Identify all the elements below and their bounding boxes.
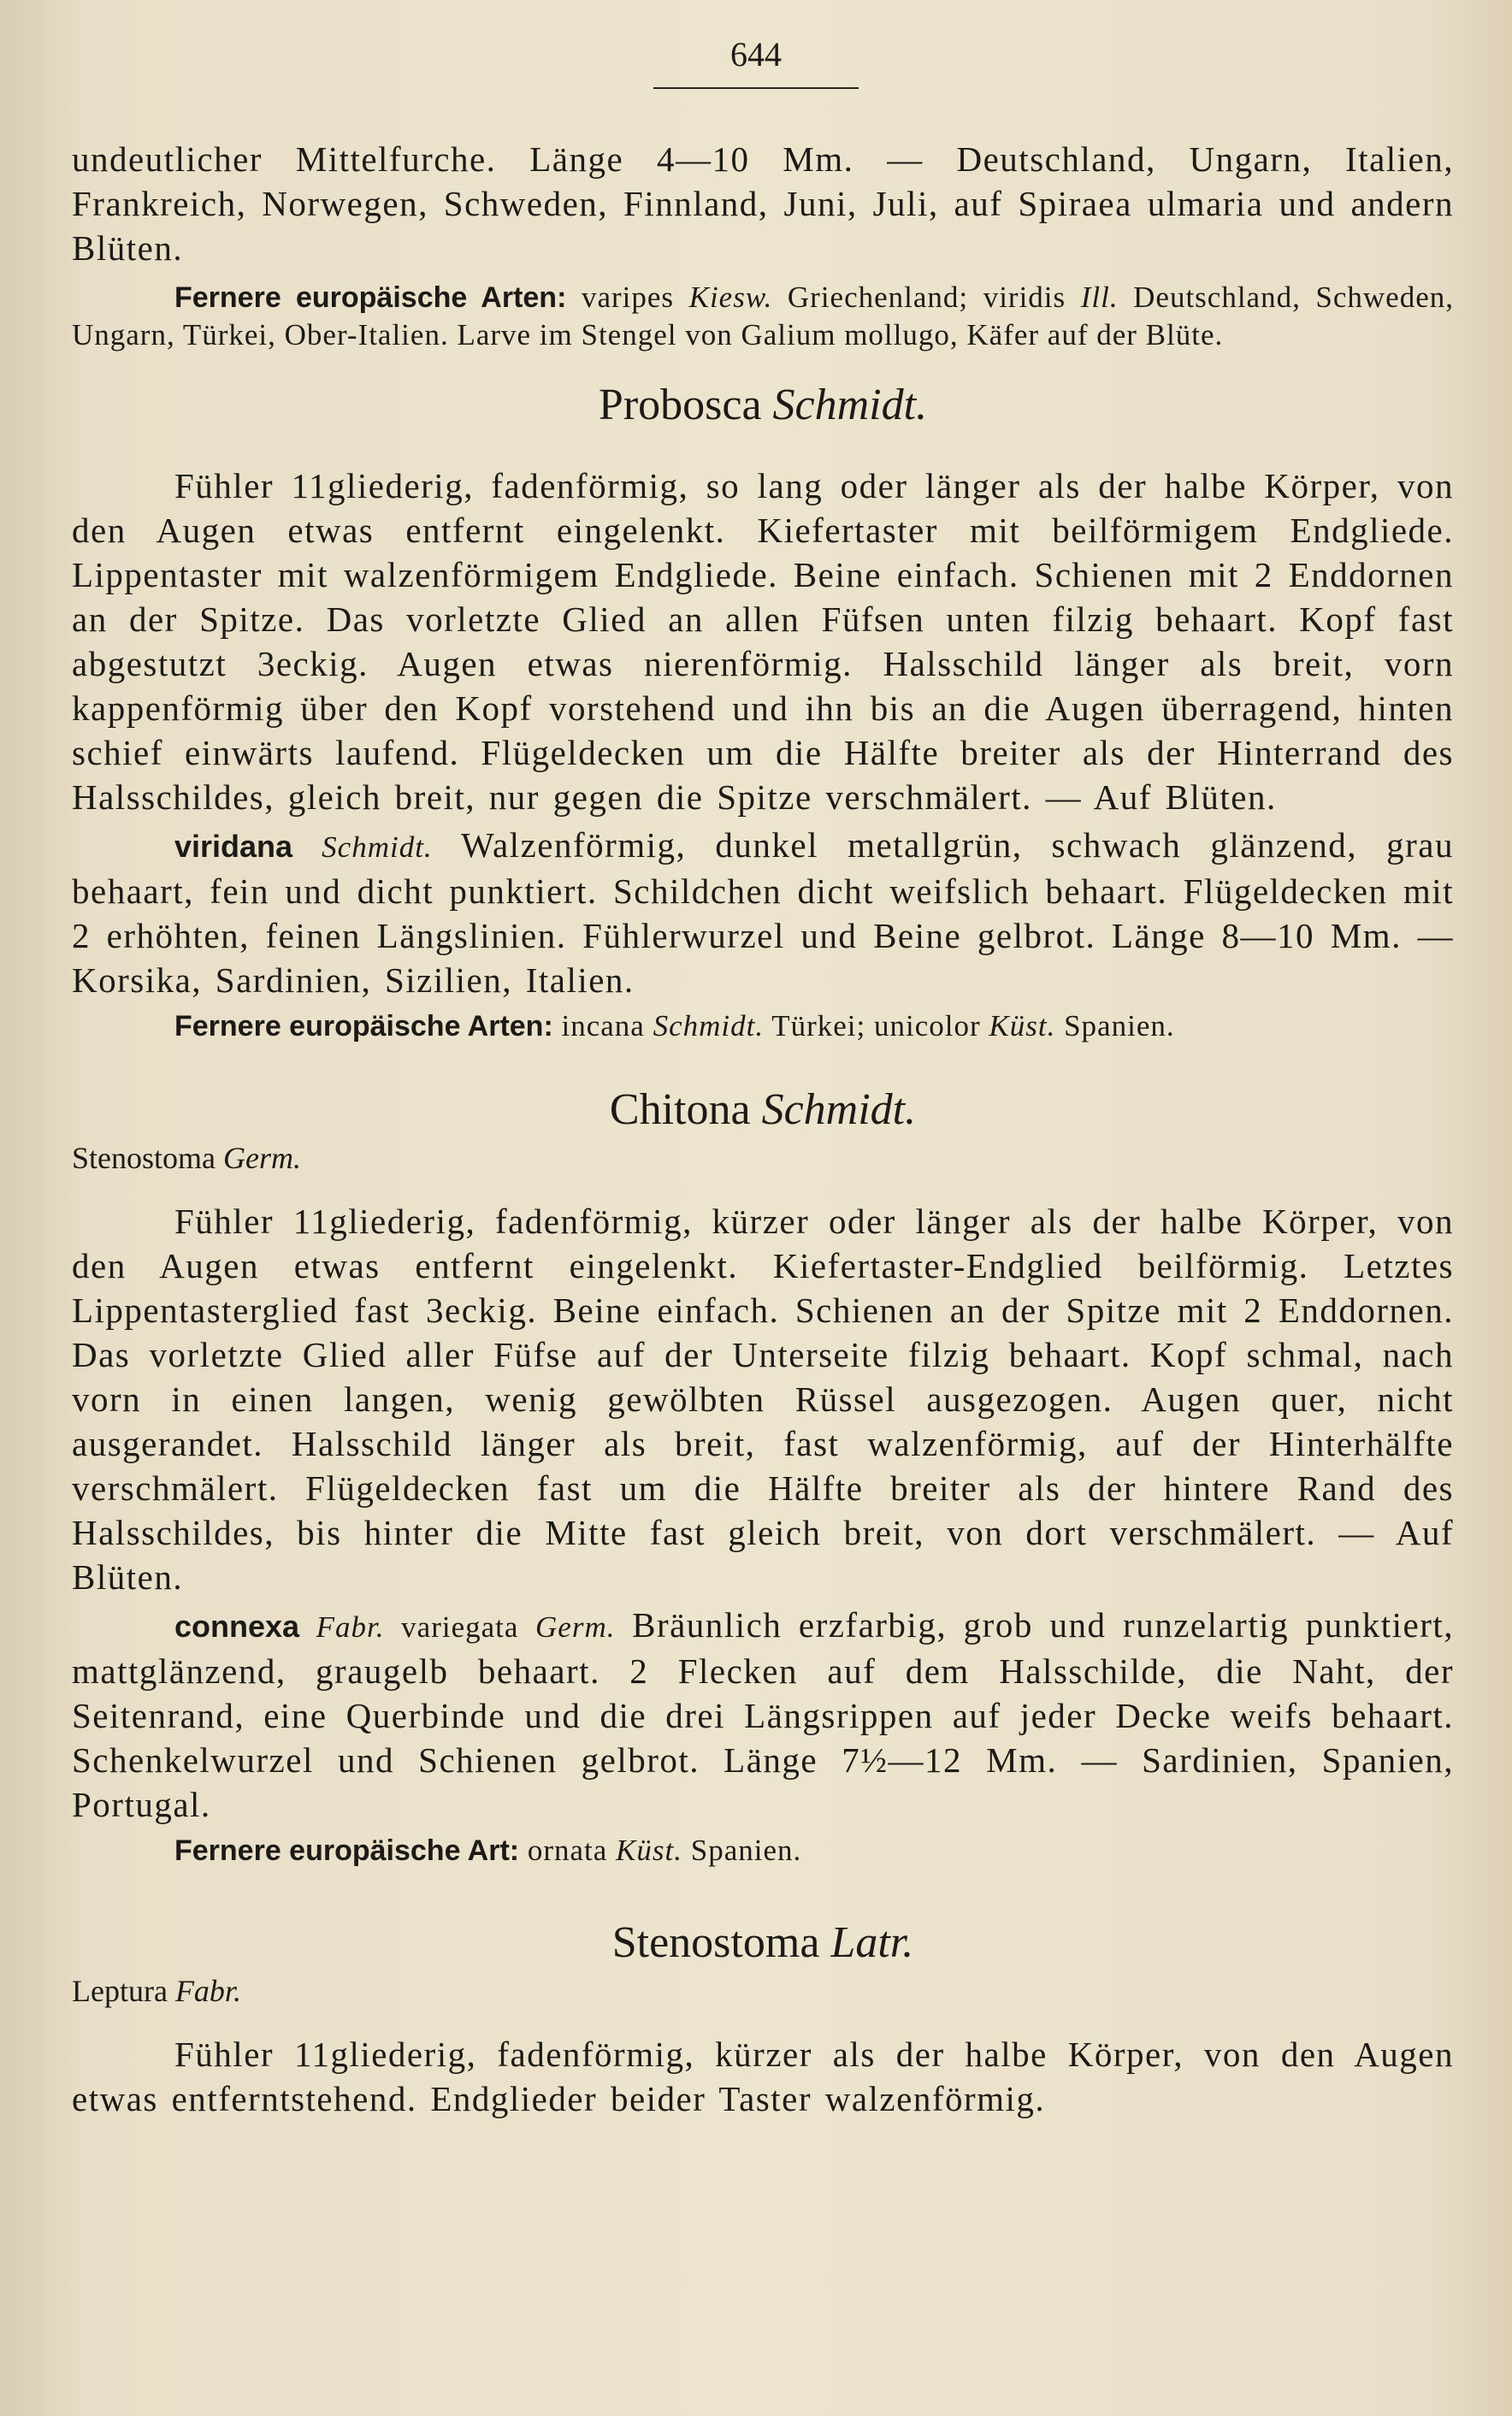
author-ref: Schmidt. [653, 1009, 765, 1043]
page-number: 644 [730, 35, 782, 74]
genus-author: Latr. [830, 1918, 914, 1967]
genus-name: Probosca [598, 381, 762, 429]
species-text: Bräunlich erzfarbig, grob und runzelartig punktiert, mattglänzend, graugelb behaart. 2 Flecken auf dem Halsschilde, die Naht, der Seitenrand, eine Querbinde und die drei Längsrippen auf jeder Decke weifs behaart. Schenkelwurzel und Schienen gelbrot. Länge 7½—12 Mm. — Sardinien, Spanien, Portugal. [72, 1605, 1455, 1824]
intro-further-species [72, 279, 1454, 354]
species-synonym: variegata [401, 1610, 519, 1644]
species-ref: varipes [581, 281, 675, 314]
author-ref: Kiesw. [688, 281, 773, 314]
species-ref: incana [561, 1009, 645, 1043]
intro-paragraph: undeutlicher Mittelfurche. Länge 4—10 Mm. — Deutschland, Ungarn, Italien, Frankreich, Norwegen, Schweden, Finnland, Juni, Juli, auf Spiraea ulmaria und andern Blüten. [72, 139, 1454, 268]
stenostoma-synonym [72, 1972, 1454, 2010]
chitona-further-species [72, 1832, 1454, 1870]
synonym-name: Stenostoma [72, 1141, 216, 1175]
chitona-synonym [72, 1139, 1454, 1177]
species-ref: ornata [527, 1834, 608, 1867]
genus-heading-chitona [72, 1084, 1454, 1136]
further-text: Türkei; unicolor [771, 1009, 981, 1043]
genus-heading-stenostoma [72, 1917, 1454, 1969]
header-rule [653, 87, 859, 89]
species-name: viridana [174, 829, 293, 864]
further-label: Fernere europäische Arten: [174, 281, 567, 314]
genus-author: Schmidt. [761, 1085, 917, 1134]
synonym-name: Leptura [72, 1974, 168, 2008]
further-text: Spanien. [690, 1834, 802, 1867]
species-author: Fabr. [316, 1610, 385, 1644]
text-column [72, 137, 1454, 2121]
further-label: Fernere europäische Arten: [174, 1010, 553, 1043]
synonym-author: Fabr. [174, 1974, 241, 2008]
species-text: Walzenförmig, dunkel metallgrün, schwach glänzend, grau behaart, fein und dicht punktiert. Schildchen dicht weifslich behaart. Flügeldecken mit 2 erhöhten, feinen Längslinien. Fühlerwurzel und Beine gelbrot. Länge 8—10 Mm. — Korsika, Sardinien, Sizilien, Italien. [72, 825, 1455, 1000]
genus-name: Stenostoma [611, 1918, 820, 1967]
probosca-description: Fühler 11gliederig, fadenförmig, so lang oder länger als der halbe Körper, von den Augen etwas entfernt eingelenkt. Kiefertaster mit beilförmigem Endgliede. Lippentaster mit walzenförmigem Endgliede. Beine einfach. Schienen mit 2 Enddornen an der Spitze. Das vorletzte Glied an allen Füfsen unten filzig behaart. Kopf fast abgestutzt 3eckig. Augen etwas nierenförmig. Halsschild länger als breit, vorn kappenförmig über den Kopf vorstehend und ihn bis an die Augen überragend, hinten schief einwärts laufend. Flügeldecken um die Hälfte breiter als der Hinterrand des Halsschildes, gleich breit, nur gegen die Spitze verschmälert. — Auf Blüten. [72, 466, 1454, 817]
author-ref: Ill. [1080, 281, 1119, 314]
further-text: Spanien. [1064, 1009, 1175, 1043]
species-entry-viridana [72, 823, 1454, 1002]
author-ref: Küst. [616, 1834, 682, 1867]
species-synonym-author: Germ. [535, 1610, 616, 1644]
further-label: Fernere europäische Art: [174, 1834, 520, 1867]
stenostoma-description: Fühler 11gliederig, fadenförmig, kürzer als der halbe Körper, von den Augen etwas entferntstehend. Endglieder beider Taster walzenförmig. [72, 2035, 1454, 2118]
author-ref: Küst. [989, 1009, 1056, 1043]
genus-name: Chitona [609, 1085, 751, 1134]
genus-author: Schmidt. [772, 381, 928, 429]
synonym-author: Germ. [223, 1141, 301, 1175]
genus-heading-probosca [72, 380, 1454, 431]
further-text: Griechenland; viridis [787, 281, 1066, 314]
species-name: connexa [174, 1609, 300, 1644]
further-text: Deutschland, Schweden, Ungarn, Türkei, Ober-Italien. Larve im Stengel von Galium mollugo, Käfer auf der Blüte. [72, 281, 1454, 351]
species-entry-connexa [72, 1603, 1454, 1827]
chitona-description: Fühler 11gliederig, fadenförmig, kürzer oder länger als der halbe Körper, von den Augen etwas entfernt eingelenkt. Kiefertaster-Endglied beilförmig. Letztes Lippentasterglied fast 3eckig. Beine einfach. Schienen an der Spitze mit 2 Enddornen. Das vorletzte Glied aller Füfse auf der Unterseite filzig behaart. Kopf schmal, nach vorn in einen langen, wenig gewölbten Rüssel ausgezogen. Augen quer, nicht ausgerandet. Halsschild länger als breit, fast walzenförmig, auf der Hinterhälfte verschmälert. Flügeldecken fast um die Hälfte breiter als der hintere Rand des Halsschildes, bis hinter die Mitte fast gleich breit, von dort verschmälert. — Auf Blüten. [72, 1202, 1454, 1597]
probosca-further-species [72, 1007, 1454, 1045]
species-author: Schmidt. [322, 830, 433, 864]
